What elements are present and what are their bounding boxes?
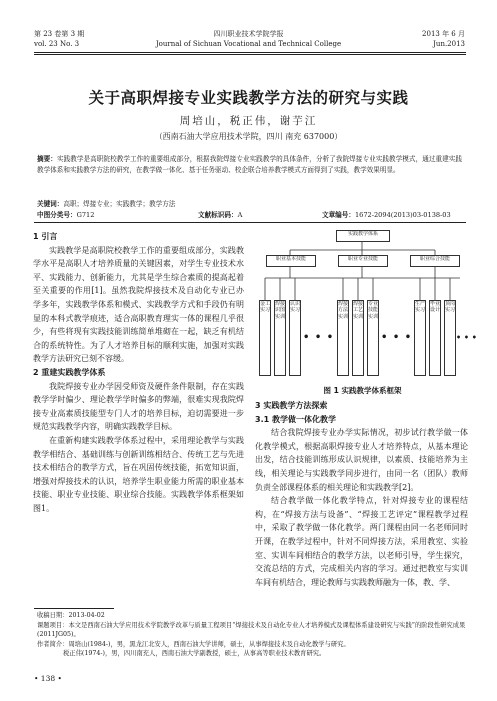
journal-cn: 四川职业技术学院学报 [213,30,284,38]
abstract-label: 摘要： [37,155,57,163]
section-3-1-paragraph-2: 结合教学做一体化教学特点，针对焊接专业的课程结构，在“焊接方法与设备”、“焊接工艺评定”课程教学过程中，采取了教学做一体化教学。两门课程由同一名老师同时开课，在教学过程中，针对不同焊接方法，采用教室、实验室、实训车间相结合的教学方法，以老师引导，学生探究，交流总结的方式，完成相关内容的学习。通过把教室与实训车间有机结合，理论教师与实践教师融为一体，教、学、 [255,496,468,587]
keywords-text: 高职；焊接专业；实践教学；教学方法 [63,200,176,208]
left-column [33,230,244,605]
date-cn: 2013 年 6 月 [422,30,465,38]
figure-node-professional: 职业专业技能 [338,255,388,267]
figure-leaf: 认识实习 [289,300,301,376]
header-rule-2 [34,54,466,55]
abstract-rule [34,222,466,223]
section-2-paragraph-1: 我院焊接专业办学因受师资及硬件条件限制，存在实践教学学时偏少、理论教学学时偏多的弊端，很难实现我院焊接专业高素质技能型专门人才的培养目标，迫切需要进一步规范实践教学内容，明确实践教学目标。 [33,381,244,432]
header-rule [34,52,466,53]
figure-node-basic: 职业基本技能 [266,255,316,267]
figure-ellipsis: • • • [456,332,477,342]
figure-node-top: 实践教学体系 [336,230,390,242]
section-3-1-paragraph-1: 结合我院焊接专业办学实际情况，初步试行教学做一体化教学模式，根据高职焊接专业人才培养特点，从基本理论出发，结合技能训练形成认识规律，以素质、技能培养为主线，相关理论与实践教学同步进行，由同一名（团队）教师负责全部课程体系的相关理论和实践教学[2]。 [255,428,468,492]
figure-leaf: 毕业设计 [429,300,441,376]
figure-leaf: 焊接方法实训 [337,300,349,376]
section-3-1-heading: 3.1 教学做一体化教学 [255,414,336,424]
paper-title: 关于高职焊接专业实践教学方法的研究与实践 [88,89,409,107]
keywords [37,198,175,208]
footnotes [37,611,469,659]
figure-leaf: 焊接识图实训 [274,300,286,376]
figure-leaf: 金工实习 [259,300,271,376]
footnote-rule [34,608,114,609]
article-number: 文章编号：1672-2094(2013)03-0138-03 [322,211,451,219]
issue-cn: 第 23 卷第 3 期 [34,30,85,38]
figure-ellipsis: • • • [303,332,335,343]
keywords-label: 关键词： [37,200,64,208]
abstract [37,154,462,176]
doc-code: 文献标识码：A [198,211,243,219]
project-note: 课题项目：本文是西南石油大学应用技术学院教学改革与质量工程项目“焊接技术及自动化专业人才培养模式及课程体系建设研究与实践”的阶段性研究成果(2011JG05)。 [37,621,466,639]
section-1-heading: 1 引言 [33,232,58,241]
figure-caption: 图 1 实践教学体系框架 [323,386,402,395]
right-column [255,399,468,605]
section-1-paragraph: 实践教学是高职院校教学工作的重要组成部分，实践教学水平是高职人才培养质量的关键因素，对学生专业技术水平、实践能力、创新能力，尤其是学生综合素质的提高起着至关重要的作用[1]。虽然我院焊接技术及自动化专业已办学多年，实践教学体系和模式、实践教学方式和手段仍有明显的本科式教学痕迹，适合高职教育理实一体的课程几乎很少，有些将现有实践技能训练简单堆砌在一起，缺乏有机结合的系统特性。为了人才培养目标的顺利实施，加强对实践教学方法研究已刻不容缓。 [33,245,244,364]
figure-leaf: 焊接工艺实训 [352,300,364,376]
page-number: • 138 • [34,674,62,683]
authors: 周培山，税正伟，谢芋江 [179,115,318,127]
abstract-text: 实践教学是高职院校教学工作的重要组成部分，根据我院焊接专业实践教学的具体条件，分析了我院焊接专业实践教学模式，通过重建实践教学体系和实践教学方法的研究，在教学做一体化、基于任务驱动、校企联合培养教学模式方面得到了实践，教学效果明显。 [37,155,463,175]
affiliation: （西南石油大学应用技术学院，四川 南充 637000） [154,132,343,141]
section-3-heading: 3 实践教学方法探索 [255,401,328,410]
date-en: Jun.2013 [433,40,465,48]
section-2-heading: 2 重建实践教学体系 [33,367,106,377]
received-date: 收稿日期：2013-04-02 [37,612,105,619]
author-bio-2: 税正伟(1974-)，男，四川南充人，西南石油大学副教授，硕士，从事高等职业技术教育研究。 [63,650,326,658]
journal-en: Journal of Sichuan Vocational and Technical College [155,40,342,48]
author-bio-1: 作者简介：周培山(1984-)，男，黑龙江北安人，西南石油大学讲师，硕士，从事焊接技术及自动化教学与研究。 [37,640,350,648]
figure-ellipsis: • • • [381,332,413,343]
figure-node-comprehensive: 职业综合技能 [410,255,460,267]
figure-leaf: 生产实习 [414,300,426,376]
clc-number: 中图分类号：G712 [37,211,95,219]
issue-en: vol. 23 No. 3 [34,40,80,48]
figure-leaf: 专业技能实训 [367,300,379,376]
section-2-paragraph-2: 在重新构建实践教学体系过程中，采用理论教学与实践教学相结合、基础训练与创新训练相结合、传统工艺与先进技术相结合的教学方式，旨在巩固传统技能，拓宽知识面，增强对焊接技术的认识，培养学生职业能力所需的职业基本技能、职业专业技能、职业综合技能。实践教学体系框架如图1。 [33,435,244,513]
figure-leaf: 顶岗实习 [444,300,456,376]
